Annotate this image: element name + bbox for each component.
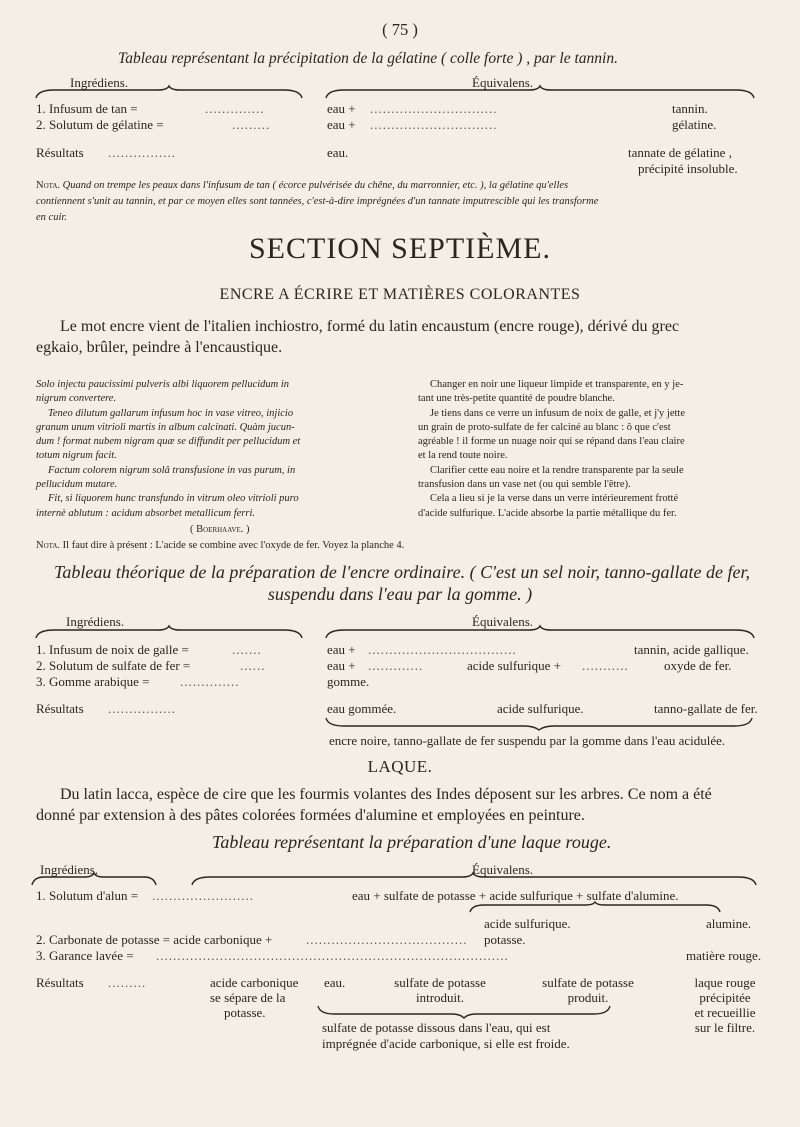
table3-row1-sub-left: acide sulfurique. xyxy=(484,916,571,931)
table1-row2-label: 2. Solutum de gélatine = xyxy=(36,117,164,132)
table3-row1-eq: eau + sulfate de potasse + acide sulfurique + sulfate d'alumine. xyxy=(352,888,679,903)
table2-row2-right: oxyde de fer. xyxy=(664,658,732,673)
latin-line: Fit, si liquorem hunc transfundo in vitrum oleo vitrioli puro xyxy=(48,493,299,505)
table3-row1-label: 1. Solutum d'alun = xyxy=(36,888,139,903)
res-col5-line: sur le filtre. xyxy=(694,1020,756,1035)
table3-res-col2: eau. xyxy=(324,975,346,990)
latin-line: nigrum convertere. xyxy=(36,393,117,405)
french-line: Clarifier cette eau noire et la rendre transparente par la seule xyxy=(430,464,684,476)
table2-result-3: tanno-gallate de fer. xyxy=(654,701,758,716)
intro-line-1: Le mot encre vient de l'italien inchiostro, formé du latin encaustum (encre rouge), dérivé du grec xyxy=(60,318,680,335)
latin-line: Teneo dilutum gallarum infusum hoc in vase vitreo, injicio xyxy=(48,407,294,419)
table1-row1-eq: eau + xyxy=(327,101,356,116)
latin-column xyxy=(36,378,384,521)
table3-title: Tableau représentant la préparation d'une laque rouge. xyxy=(212,832,612,852)
table3-res-col4 xyxy=(528,975,648,1005)
table3-row2-label: 2. Carbonate de potasse = acide carbonique + xyxy=(36,932,273,947)
nota1-line1 xyxy=(36,180,568,191)
table2-col-ingredients: Ingrédiens. xyxy=(66,614,125,629)
french-line: tant une très-petite quantité de poudre blanche. xyxy=(418,393,615,405)
table3-res-col1 xyxy=(210,975,298,1020)
section-title: SECTION SEPTIÈME. xyxy=(249,232,551,265)
res-col4-line: produit. xyxy=(567,990,609,1005)
table2-row2-mid: acide sulfurique + xyxy=(467,658,561,673)
table2-title-1: Tableau théorique de la préparation de l'encre ordinaire. ( C'est un sel noir, tanno-gallate de fer, xyxy=(54,562,750,582)
french-line: agréable ! il forme un nuage noir qui se répand dans l'eau claire xyxy=(418,436,685,448)
res-col1-line: se sépare de la xyxy=(210,990,286,1005)
table1-results-right-2: précipité insoluble. xyxy=(638,161,738,176)
table2-result-2: acide sulfurique. xyxy=(497,701,584,716)
page-number: ( 75 ) xyxy=(382,20,418,39)
table2-row3-eq: gomme. xyxy=(327,674,370,689)
table1-title: Tableau représentant la précipitation de la gélatine ( colle forte ) , par le tannin. xyxy=(118,50,618,67)
latin-line: granum unum vitrioli martis in album calcinati. Quàm jucun- xyxy=(36,421,295,433)
table3-results-label: Résultats xyxy=(36,975,84,990)
res-col5-line: précipitée xyxy=(699,990,751,1005)
nota2 xyxy=(36,540,404,551)
table2-row1-eq: eau + xyxy=(327,642,356,657)
french-line: Changer en noir une liqueur limpide et transparente, en y je- xyxy=(430,379,684,390)
french-line: Je tiens dans ce verre un infusum de noix de galle, et j'y jette xyxy=(430,407,685,419)
table1-ingredients-brace xyxy=(34,86,304,100)
table3-res-bottom-2: imprégnée d'acide carbonique, si elle est froide. xyxy=(322,1036,570,1051)
table1-results-left: eau. xyxy=(327,145,349,160)
latin-line: pellucidum mutare. xyxy=(36,479,118,491)
table3-row2-right: potasse. xyxy=(484,932,526,947)
french-line: un grain de proto-sulfate de fer calciné au blanc : ô que c'est xyxy=(418,421,671,433)
table3-row3-label: 3. Garance lavée = xyxy=(36,948,134,963)
table2-row2-label: 2. Solutum de sulfate de fer = xyxy=(36,658,191,673)
table3-ingredients-brace xyxy=(30,873,160,887)
nota1-text-3: en cuir. xyxy=(36,212,67,223)
table2-ingredients-brace xyxy=(34,626,304,640)
french-line: transfusion dans un vase net (ou qui semble l'être). xyxy=(418,479,631,491)
table2-conclusion: encre noire, tanno-gallate de fer suspendu par la gomme dans l'eau acidulée. xyxy=(329,733,726,748)
table1-row1-label: 1. Infusum de tan = xyxy=(36,101,138,116)
table1-col-equivalents: Équivalens. xyxy=(472,75,534,90)
res-col5-line: et recueillie xyxy=(694,1005,756,1020)
table2-title-2: suspendu dans l'eau par la gomme. ) xyxy=(267,584,533,604)
table2-results-label: Résultats xyxy=(36,701,84,716)
table2-row1-label: 1. Infusum de noix de galle = xyxy=(36,642,189,657)
nota2-label: Nota. xyxy=(36,540,61,551)
french-line: et la rend toute noire. xyxy=(418,450,508,462)
french-column xyxy=(418,378,770,521)
laque-line-1: Du latin lacca, espèce de cire que les fourmis volantes des Indes déposent sur les arbres. Ce nom a été xyxy=(60,786,712,803)
table3-col-ingredients: Ingrédiens. xyxy=(40,862,99,877)
table3-equivalents-brace xyxy=(190,873,760,887)
laque-heading: LAQUE. xyxy=(367,757,433,776)
res-col4-line: sulfate de potasse xyxy=(542,975,634,990)
table2-results-brace xyxy=(324,716,754,730)
latin-line: totum nigrum facit. xyxy=(36,450,117,462)
table1-col-ingredients: Ingrédiens. xyxy=(70,75,129,90)
table1-row2-eq: eau + xyxy=(327,117,356,132)
table2-equivalents-brace xyxy=(324,626,756,640)
latin-line: internè ablutum : acidum absorbet metallicum ferri. xyxy=(36,507,256,519)
table1-row2-right: gélatine. xyxy=(672,117,717,132)
latin-line: Factum colorem nigrum solâ transfusione in vas purum, in xyxy=(48,464,296,476)
table2-row2-eq: eau + xyxy=(327,658,356,673)
table3-col-equivalents: Équivalens. xyxy=(472,862,534,877)
res-col1-line: potasse. xyxy=(224,1005,266,1020)
table3-row1-sub-right: alumine. xyxy=(706,916,752,931)
table3-res-col3 xyxy=(380,975,500,1005)
section-subtitle: ENCRE A ÉCRIRE ET MATIÈRES COLORANTES xyxy=(219,286,581,303)
table1-equivalents-brace xyxy=(324,86,756,100)
table3-alum-brace xyxy=(468,902,724,914)
laque-line-2: donné par extension à des pâtes colorées formées d'alumine et employées en peinture. xyxy=(36,807,585,824)
nota1-text-2: contiennent s'unit au tannin, et par ce moyen elles sont tannées, c'est-à-dire imprégnées d'un tannate imputrescible qui les transforme xyxy=(36,196,599,207)
table2-col-equivalents: Équivalens. xyxy=(472,614,534,629)
intro-line-2: egkaio, brûler, peindre à l'encaustique. xyxy=(36,339,283,356)
table2-row3-label: 3. Gomme arabique = xyxy=(36,674,150,689)
french-line: d'acide sulfurique. L'acide absorbe la partie métallique du fer. xyxy=(418,507,677,519)
table3-row3-right: matière rouge. xyxy=(686,948,762,963)
latin-attribution: ( Boerhaave. ) xyxy=(190,524,250,535)
table1-results-right-1: tannate de gélatine , xyxy=(628,145,732,160)
nota1-label: Nota. xyxy=(36,180,61,191)
nota1-text-1: Quand on trempe les peaux dans l'infusum de tan ( écorce pulvérisée du chêne, du marronnier, etc. ), la gélatine qu'elles xyxy=(62,180,569,191)
res-col5-line: laque rouge xyxy=(694,975,756,990)
res-col3-line: sulfate de potasse xyxy=(394,975,486,990)
table2-result-1: eau gommée. xyxy=(327,701,397,716)
table3-res-bottom-1: sulfate de potasse dissous dans l'eau, qui est xyxy=(322,1020,551,1035)
nota2-text: Il faut dire à présent : L'acide se combine avec l'oxyde de fer. Voyez la planche 4. xyxy=(62,540,405,551)
latin-line: dum ! format nubem nigram quæ se diffundit per pellucidum et xyxy=(36,436,301,448)
table1-results-label: Résultats xyxy=(36,145,84,160)
latin-line: Solo injectu paucissimi pulveris albi liquorem pellucidum in xyxy=(36,379,290,390)
table3-results-brace xyxy=(316,1004,612,1018)
res-col1-line: acide carbonique xyxy=(210,975,299,990)
res-col3-line: introduit. xyxy=(415,990,465,1005)
french-line: Cela a lieu si je la verse dans un verre intérieurement frotté xyxy=(430,493,679,505)
table2-row1-right: tannin, acide gallique. xyxy=(634,642,749,657)
table3-res-col5 xyxy=(680,975,770,1035)
table1-row1-right: tannin. xyxy=(672,101,708,116)
